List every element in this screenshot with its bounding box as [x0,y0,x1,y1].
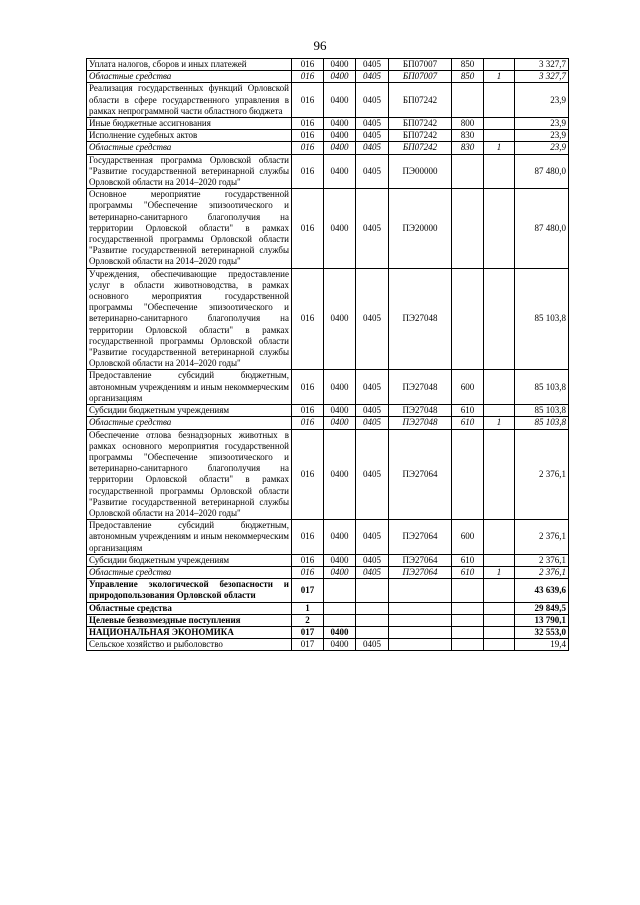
amount-cell: 2 376,1 [515,520,569,555]
budget-table [86,58,569,651]
section-code-cell: 0400 [324,417,356,429]
target-article-cell [389,626,452,638]
subsection-code-cell: 0405 [356,118,389,130]
source-code-cell: 1 [484,142,515,154]
admin-code-cell: 016 [292,59,324,71]
section-code-cell: 0400 [324,142,356,154]
subsection-code-cell: 0405 [356,429,389,520]
amount-cell: 85 103,8 [515,417,569,429]
subsection-code-cell [356,602,389,614]
table-row [87,189,569,268]
section-code-cell [324,614,356,626]
expense-type-cell [452,614,484,626]
subsection-code-cell: 0405 [356,417,389,429]
table-row [87,554,569,566]
section-code-cell: 0400 [324,118,356,130]
amount-cell: 13 790,1 [515,614,569,626]
admin-code-cell: 016 [292,417,324,429]
section-code-cell: 0400 [324,59,356,71]
section-code-cell: 0400 [324,189,356,268]
budget-table-body [87,59,569,651]
source-code-cell [484,189,515,268]
amount-cell: 23,9 [515,118,569,130]
subsection-code-cell: 0405 [356,370,389,405]
admin-code-cell: 016 [292,405,324,417]
source-code-cell: 1 [484,71,515,83]
source-code-cell [484,520,515,555]
subsection-code-cell [356,626,389,638]
source-code-cell [484,370,515,405]
admin-code-cell: 017 [292,579,324,602]
table-row [87,154,569,189]
row-name-cell: Областные средства [87,142,292,154]
expense-type-cell [452,189,484,268]
table-row [87,429,569,520]
table-row [87,71,569,83]
source-code-cell [484,429,515,520]
row-name-cell: Областные средства [87,71,292,83]
source-code-cell [484,130,515,142]
row-name-cell: Областные средства [87,417,292,429]
row-name-cell: Областные средства [87,566,292,578]
source-code-cell: 1 [484,417,515,429]
target-article-cell [389,579,452,602]
source-code-cell [484,626,515,638]
section-code-cell [324,579,356,602]
admin-code-cell: 016 [292,154,324,189]
expense-type-cell: 850 [452,59,484,71]
row-name-cell: Иные бюджетные ассигнования [87,118,292,130]
expense-type-cell [452,602,484,614]
row-name-cell: Исполнение судебных актов [87,130,292,142]
table-row [87,639,569,651]
row-name-cell: Областные средства [87,602,292,614]
admin-code-cell: 016 [292,429,324,520]
source-code-cell: 1 [484,566,515,578]
subsection-code-cell: 0405 [356,268,389,370]
table-row [87,614,569,626]
expense-type-cell [452,639,484,651]
admin-code-cell: 016 [292,268,324,370]
table-row [87,130,569,142]
expense-type-cell: 800 [452,118,484,130]
table-row [87,566,569,578]
target-article-cell: БП07007 [389,71,452,83]
subsection-code-cell: 0405 [356,554,389,566]
row-name-cell: Уплата налогов, сборов и иных платежей [87,59,292,71]
amount-cell: 85 103,8 [515,370,569,405]
target-article-cell: БП07007 [389,59,452,71]
expense-type-cell: 600 [452,520,484,555]
amount-cell: 19,4 [515,639,569,651]
source-code-cell [484,639,515,651]
target-article-cell: ПЭ27064 [389,520,452,555]
table-row [87,268,569,370]
expense-type-cell: 610 [452,417,484,429]
amount-cell: 85 103,8 [515,405,569,417]
table-row [87,59,569,71]
expense-type-cell [452,268,484,370]
expense-type-cell: 610 [452,405,484,417]
row-name-cell: Предоставление субсидий бюджетным, автономным учреждениям и иным некоммерческим организациям [87,520,292,555]
target-article-cell: ПЭ20000 [389,189,452,268]
target-article-cell: БП07242 [389,83,452,118]
row-name-cell: Управление экологической безопасности и природопользования Орловской области [87,579,292,602]
subsection-code-cell [356,614,389,626]
source-code-cell [484,268,515,370]
source-code-cell [484,602,515,614]
amount-cell: 3 327,7 [515,59,569,71]
row-name-cell: Целевые безвозмездные поступления [87,614,292,626]
amount-cell: 87 480,0 [515,154,569,189]
section-code-cell: 0400 [324,154,356,189]
amount-cell: 2 376,1 [515,429,569,520]
expense-type-cell: 830 [452,130,484,142]
admin-code-cell: 017 [292,626,324,638]
section-code-cell: 0400 [324,639,356,651]
subsection-code-cell: 0405 [356,566,389,578]
amount-cell: 29 849,5 [515,602,569,614]
subsection-code-cell: 0405 [356,405,389,417]
subsection-code-cell: 0405 [356,142,389,154]
row-name-cell: Предоставление субсидий бюджетным, автономным учреждениям и иным некоммерческим организациям [87,370,292,405]
amount-cell: 2 376,1 [515,554,569,566]
row-name-cell: НАЦИОНАЛЬНАЯ ЭКОНОМИКА [87,626,292,638]
admin-code-cell: 016 [292,71,324,83]
subsection-code-cell: 0405 [356,520,389,555]
admin-code-cell: 016 [292,520,324,555]
admin-code-cell: 016 [292,130,324,142]
table-row [87,602,569,614]
admin-code-cell: 1 [292,602,324,614]
section-code-cell: 0400 [324,554,356,566]
target-article-cell: ПЭ27048 [389,405,452,417]
row-name-cell: Реализация государственных функций Орловской области в сфере государственного управления в рамках непрограммной части областного бюджета [87,83,292,118]
target-article-cell [389,614,452,626]
subsection-code-cell: 0405 [356,154,389,189]
subsection-code-cell [356,579,389,602]
subsection-code-cell: 0405 [356,639,389,651]
table-row [87,520,569,555]
amount-cell: 85 103,8 [515,268,569,370]
target-article-cell: ПЭ27048 [389,268,452,370]
subsection-code-cell: 0405 [356,189,389,268]
amount-cell: 87 480,0 [515,189,569,268]
section-code-cell: 0400 [324,566,356,578]
section-code-cell: 0400 [324,520,356,555]
amount-cell: 23,9 [515,142,569,154]
admin-code-cell: 016 [292,554,324,566]
amount-cell: 23,9 [515,83,569,118]
expense-type-cell [452,579,484,602]
admin-code-cell: 016 [292,118,324,130]
section-code-cell: 0400 [324,130,356,142]
admin-code-cell: 017 [292,639,324,651]
row-name-cell: Субсидии бюджетным учреждениям [87,405,292,417]
target-article-cell: ПЭ27048 [389,370,452,405]
table-row [87,626,569,638]
target-article-cell: ПЭ00000 [389,154,452,189]
section-code-cell: 0400 [324,626,356,638]
table-row [87,370,569,405]
section-code-cell: 0400 [324,71,356,83]
expense-type-cell: 850 [452,71,484,83]
admin-code-cell: 016 [292,142,324,154]
table-row [87,83,569,118]
row-name-cell: Обеспечение отлова безнадзорных животных в рамках основного мероприятия государственной программы "Обеспечение эпизоотического и ветеринарно-санитарного благополучия на территории Орловской области" в рамках государственной программы Орловской области "Развитие государственной ветеринарной службы Орловской области на 2014–2020 годы" [87,429,292,520]
table-row [87,405,569,417]
amount-cell: 32 553,0 [515,626,569,638]
row-name-cell: Субсидии бюджетным учреждениям [87,554,292,566]
row-name-cell: Учреждения, обеспечивающие предоставление услуг в области животноводства, в рамках основного мероприятия государственной программы "Обеспечение эпизоотического и ветеринарно-санитарного благополучия на территории Орловской области" в рамках государственной программы Орловской области "Развитие государственной ветеринарной службы Орловской области на 2014–2020 годы" [87,268,292,370]
target-article-cell: ПЭ27064 [389,566,452,578]
source-code-cell [484,83,515,118]
source-code-cell [484,405,515,417]
subsection-code-cell: 0405 [356,130,389,142]
source-code-cell [484,118,515,130]
amount-cell: 2 376,1 [515,566,569,578]
admin-code-cell: 016 [292,566,324,578]
expense-type-cell: 600 [452,370,484,405]
page-number: 96 [313,38,327,53]
source-code-cell [484,154,515,189]
expense-type-cell [452,154,484,189]
admin-code-cell: 2 [292,614,324,626]
section-code-cell: 0400 [324,83,356,118]
expense-type-cell [452,626,484,638]
source-code-cell [484,614,515,626]
table-row [87,142,569,154]
section-code-cell: 0400 [324,429,356,520]
expense-type-cell: 610 [452,566,484,578]
section-code-cell [324,602,356,614]
target-article-cell: ПЭ27064 [389,429,452,520]
subsection-code-cell: 0405 [356,71,389,83]
expense-type-cell: 610 [452,554,484,566]
amount-cell: 3 327,7 [515,71,569,83]
target-article-cell: ПЭ27048 [389,417,452,429]
expense-type-cell [452,429,484,520]
row-name-cell: Основное мероприятие государственной программы "Обеспечение эпизоотического и ветеринарно-санитарного благополучия на территории Орловской области" в рамках государственной программы Орловской области "Развитие государственной ветеринарной службы Орловской области на 2014–2020 годы" [87,189,292,268]
amount-cell: 23,9 [515,130,569,142]
table-row [87,417,569,429]
subsection-code-cell: 0405 [356,83,389,118]
section-code-cell: 0400 [324,405,356,417]
target-article-cell: БП07242 [389,130,452,142]
subsection-code-cell: 0405 [356,59,389,71]
amount-cell: 43 639,6 [515,579,569,602]
source-code-cell [484,579,515,602]
target-article-cell: БП07242 [389,142,452,154]
target-article-cell [389,602,452,614]
section-code-cell: 0400 [324,268,356,370]
table-row [87,118,569,130]
expense-type-cell: 830 [452,142,484,154]
expense-type-cell [452,83,484,118]
target-article-cell: БП07242 [389,118,452,130]
source-code-cell [484,59,515,71]
admin-code-cell: 016 [292,189,324,268]
section-code-cell: 0400 [324,370,356,405]
row-name-cell: Государственная программа Орловской области "Развитие государственной ветеринарной службы Орловской области на 2014–2020 годы" [87,154,292,189]
table-row [87,579,569,602]
target-article-cell: ПЭ27064 [389,554,452,566]
row-name-cell: Сельское хозяйство и рыболовство [87,639,292,651]
source-code-cell [484,554,515,566]
admin-code-cell: 016 [292,370,324,405]
target-article-cell [389,639,452,651]
admin-code-cell: 016 [292,83,324,118]
